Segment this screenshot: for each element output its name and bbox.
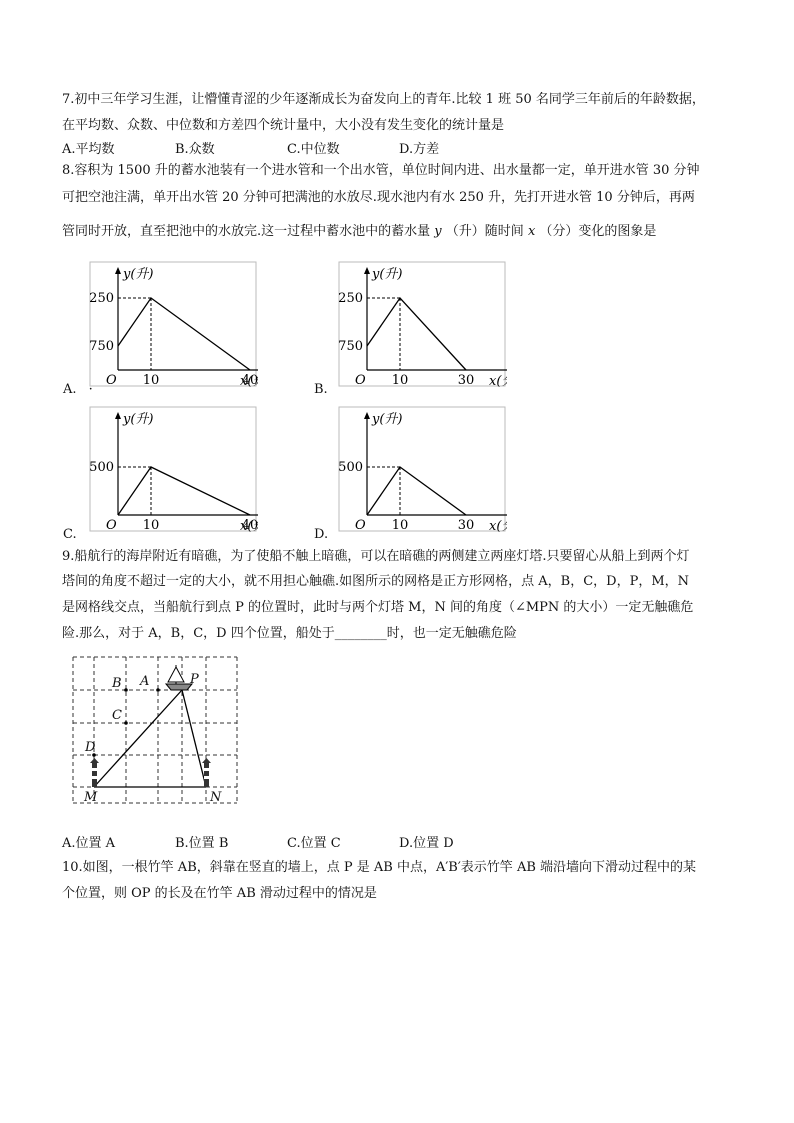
graph-c-xtick-1: 40 bbox=[241, 518, 258, 533]
q8-option-a-dot: · bbox=[88, 382, 93, 397]
point-b bbox=[124, 688, 128, 692]
graph-c-frame bbox=[90, 407, 256, 531]
graph-d-ylabel: y(升) bbox=[372, 412, 403, 427]
graph-d-xlabel: x( bbox=[489, 519, 502, 534]
graph-d-y-arrow bbox=[364, 412, 370, 419]
q8-line-3a: 管同时开放，直至把池中的水放完.这一过程中蓄水池中的蓄水量 bbox=[62, 224, 431, 239]
triangle-mpn bbox=[94, 690, 206, 787]
q7-option-c[interactable]: C.中位数 bbox=[287, 142, 340, 157]
point-a bbox=[156, 688, 160, 692]
ship-icon bbox=[166, 665, 192, 690]
label-d: D bbox=[85, 740, 96, 755]
graph-d-ytick-0: 500 bbox=[338, 460, 363, 475]
graph-b-xtick-1: 30 bbox=[457, 373, 475, 388]
q8-line-3b: （升）随时间 bbox=[445, 224, 524, 239]
q9-option-c[interactable]: C.位置 C bbox=[287, 836, 341, 851]
graph-b-svg bbox=[337, 260, 507, 390]
graph-c bbox=[88, 405, 258, 535]
graph-a-xtick-1: 40 bbox=[241, 373, 258, 388]
graph-a-svg bbox=[88, 260, 258, 390]
graph-d-xtick-0: 10 bbox=[391, 518, 409, 533]
graph-c-svg bbox=[88, 405, 258, 535]
q10-line-2: 个位置，则 OP 的长及在竹竿 AB 滑动过程中的情况是 bbox=[62, 886, 377, 901]
graph-c-origin: O bbox=[106, 518, 117, 533]
graph-b-xtick-0: 10 bbox=[391, 373, 409, 388]
graph-c-xlabel: x( bbox=[240, 519, 253, 534]
graph-a-xlabel: x( bbox=[240, 374, 253, 389]
graph-d bbox=[337, 405, 507, 535]
q8-line-2: 可把空池注满，单开出水管 20 分钟可把满池的水放尽.现水池内有水 250 升，先打开进水管 10 分钟后，再两 bbox=[62, 190, 695, 205]
q8-var-x: x bbox=[527, 224, 536, 239]
graph-c-xtick-0: 10 bbox=[142, 518, 160, 533]
q10-line-1: 10.如图，一根竹竿 AB，斜靠在竖直的墙上，点 P 是 AB 中点，A′B′表示竹竿 AB 端沿墙向下滑动过程中的某 bbox=[62, 860, 697, 875]
q8-var-y: y bbox=[434, 224, 442, 239]
q8-line-3 bbox=[62, 224, 656, 240]
label-p: P bbox=[190, 672, 199, 687]
graph-b-series-line bbox=[367, 298, 466, 370]
q8-option-d[interactable]: D. bbox=[314, 527, 329, 542]
graph-d-frame bbox=[339, 407, 505, 531]
q7-line-2: 在平均数、众数、中位数和方差四个统计量中，大小没有发生变化的统计量是 bbox=[62, 118, 505, 133]
graph-d-xtick-1: 30 bbox=[457, 518, 475, 533]
q7-line-1: 7.初中三年学习生涯，让懵懂青涩的少年逐渐成长为奋发向上的青年.比较 1 班 50 名同学三年前后的年龄数据， bbox=[62, 92, 705, 107]
graph-b-frame bbox=[339, 262, 505, 386]
graph-b-ytick-1: 250 bbox=[338, 291, 363, 306]
graph-c-y-arrow bbox=[115, 412, 121, 419]
graph-b-ylabel: y(升) bbox=[372, 267, 403, 282]
graph-a-ytick-1: 250 bbox=[89, 291, 114, 306]
label-b: B bbox=[112, 676, 122, 691]
q9-line-4: 险.那么，对于 A，B，C，D 四个位置，船处于________时，也一定无触礁危险 bbox=[62, 626, 517, 641]
graph-b-origin: O bbox=[355, 373, 366, 388]
graph-a-series-line bbox=[118, 298, 250, 370]
graph-c-ytick-0: 500 bbox=[89, 460, 114, 475]
graph-a-ylabel: y(升) bbox=[123, 267, 154, 282]
q7-option-a[interactable]: A.平均数 bbox=[62, 142, 115, 157]
graph-b-ytick-0: 750 bbox=[338, 339, 363, 354]
q9-line-3: 是网格线交点，当船航行到点 P 的位置时，此时与两个灯塔 M，N 间的角度（∠MPN 的大小）一定无触礁危 bbox=[62, 600, 694, 615]
graph-c-ylabel: y(升) bbox=[123, 412, 154, 427]
graph-b-xlabel: x( bbox=[489, 374, 502, 389]
q9-option-a[interactable]: A.位置 A bbox=[62, 836, 116, 851]
graph-d-series-line bbox=[367, 467, 466, 515]
q8-option-b[interactable]: B. bbox=[314, 382, 328, 397]
grid-svg bbox=[70, 655, 240, 805]
q8-line-1: 8.容积为 1500 升的蓄水池装有一个进水管和一个出水管，单位时间内进、出水量都一定，单开进水管 30 分钟 bbox=[62, 163, 700, 178]
graph-a-frame bbox=[90, 262, 256, 386]
q8-line-3c: （分）变化的图象是 bbox=[539, 224, 657, 239]
q9-option-b[interactable]: B.位置 B bbox=[175, 836, 229, 851]
q7-option-b[interactable]: B.众数 bbox=[175, 142, 215, 157]
graph-d-svg bbox=[337, 405, 507, 535]
graph-a-origin: O bbox=[106, 373, 117, 388]
q8-option-c[interactable]: C. bbox=[63, 527, 77, 542]
label-c: C bbox=[112, 708, 122, 723]
graph-b bbox=[337, 260, 507, 390]
graph-a-y-arrow bbox=[115, 267, 121, 274]
lighthouse-grid-figure bbox=[70, 655, 240, 805]
graph-a bbox=[88, 260, 258, 390]
label-m: M bbox=[84, 790, 98, 805]
lighthouse-n-icon bbox=[202, 758, 211, 787]
point-c bbox=[124, 721, 128, 725]
q9-option-d[interactable]: D.位置 D bbox=[399, 836, 454, 851]
segment-mp bbox=[94, 690, 182, 787]
q8-option-a[interactable] bbox=[63, 382, 93, 398]
graph-a-ytick-0: 750 bbox=[89, 339, 114, 354]
graph-b-y-arrow bbox=[364, 267, 370, 274]
label-n: N bbox=[210, 790, 222, 805]
grid-lines bbox=[73, 657, 237, 803]
q7-option-d[interactable]: D.方差 bbox=[399, 142, 440, 157]
graph-d-origin: O bbox=[355, 518, 366, 533]
segment-pn bbox=[182, 690, 206, 787]
q9-line-2: 塔间的角度不超过一定的大小，就不用担心触礁.如图所示的网格是正方形网格，点 A，B，C，D，P，M，N bbox=[62, 574, 690, 589]
label-a: A bbox=[140, 674, 150, 689]
q8-option-a-label: A. bbox=[63, 382, 77, 397]
q9-line-1: 9.船航行的海岸附近有暗礁，为了使船不触上暗礁，可以在暗礁的两侧建立两座灯塔.只要留心从船上到两个灯 bbox=[62, 549, 690, 564]
graph-a-xtick-0: 10 bbox=[142, 373, 160, 388]
graph-c-series-line bbox=[118, 467, 250, 515]
